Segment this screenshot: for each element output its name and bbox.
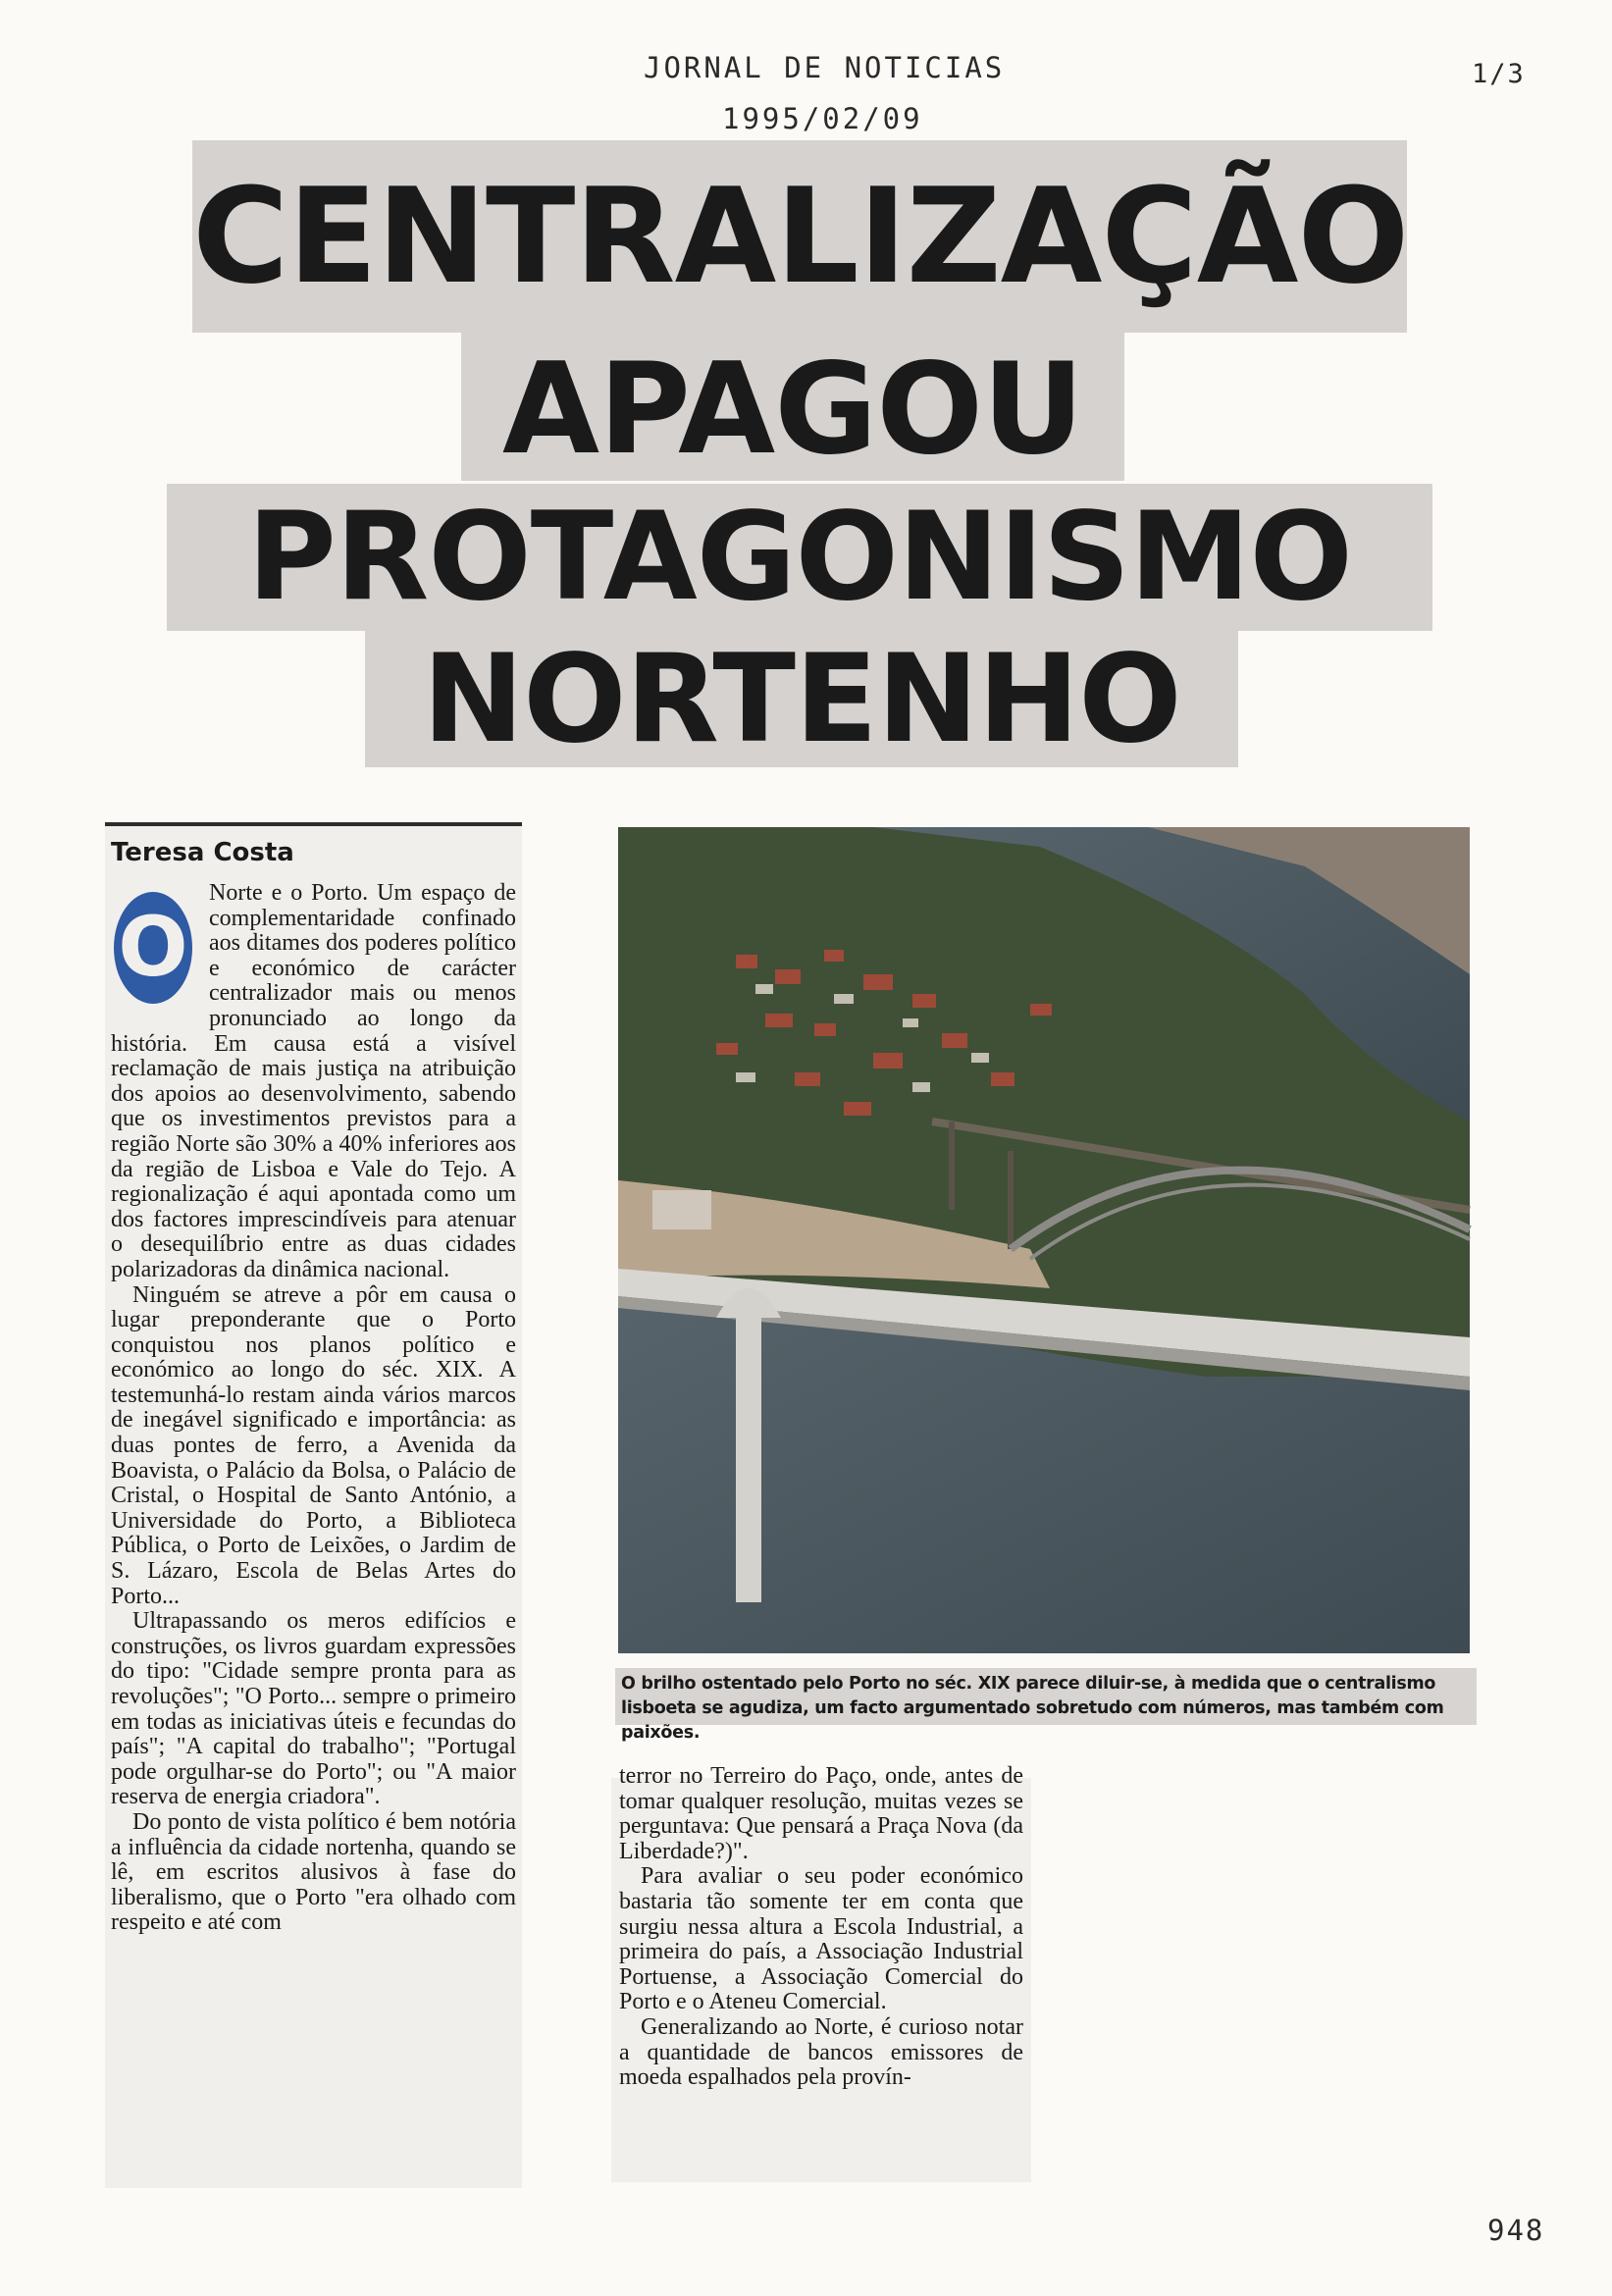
- headline-line-2: APAGOU: [461, 332, 1124, 481]
- paragraph-5: terror no Terreiro do Paço, onde, antes de tomar qualquer resolução, muitas vezes se perguntava: Que pensará a Praça Nova (da Liberdade?)".: [619, 1763, 1023, 1864]
- article-column-1: [105, 822, 522, 2188]
- headline-line-1: CENTRALIZAÇÃO: [192, 140, 1407, 333]
- paragraph-6: Para avaliar o seu poder económico bastaria tão somente ter em conta que surgiu nessa altura a Escola Industrial, a primeira do país, a Associação Industrial Portuense, a Associação Comercial do Porto e o Ateneu Comercial.: [619, 1863, 1023, 2015]
- newspaper-source: JORNAL DE NOTICIAS: [644, 51, 1006, 84]
- paragraph-2: Ninguém se atreve a pôr em causa o lugar preponderante que o Porto conquistou nos planos político e económico ao longo do séc. XIX. A testemunhá-lo restam ainda vários marcos de inegável significado e importância: as duas pontes de ferro, a Avenida da Boavista, o Palácio da Bolsa, o Palácio de Cristal, o Hospital de Santo António, a Universidade do Porto, a Biblioteca Pública, o Porto de Leixões, o Jardim de S. Lázaro, Escola de Belas Artes do Porto...: [111, 1281, 516, 1609]
- paragraph-7: Generalizando ao Norte, é curioso notar a quantidade de bancos emissores de moeda espalhados pela provín-: [619, 2013, 1023, 2091]
- headline-line-3: PROTAGONISMO: [167, 484, 1432, 631]
- publication-date: 1995/02/09: [722, 102, 923, 135]
- page-number: 948: [1487, 2214, 1545, 2247]
- dropcap: [111, 889, 195, 1007]
- photo-caption: O brilho ostentado pelo Porto no séc. XIX parece diluir-se, à medida que o centralismo lisboeta se agudiza, um facto argumentado sobretudo com números, mas também com paixões.: [615, 1668, 1477, 1725]
- article-column-2: [611, 1763, 1031, 2182]
- page-fraction: 1/3: [1472, 59, 1526, 89]
- photo-illustration: [618, 827, 1470, 1653]
- dropcap-letter: O: [114, 892, 192, 1004]
- headline-line-4: NORTENHO: [365, 628, 1238, 767]
- paragraph-4: Do ponto de vista político é bem notória a influência da cidade nortenha, quando se lê, em escritos alusivos à fase do liberalismo, que o Porto "era olhado com respeito e até com: [111, 1808, 516, 1936]
- paragraph-1-text: Norte e o Porto. Um espaço de complementaridade confinado aos ditames dos poderes político e económico de carácter centralizador mais ou menos pronunciado ao longo da história. Em causa está a visível reclamação de mais justiça na atribuição dos apoios ao desenvolvimento, sabendo que os investimentos previstos para a região Norte são 30% a 40% inferiores aos da região de Lisboa e Vale do Tejo. A regionalização é aqui apontada como um dos factores imprescindíveis para atenuar o desequilíbrio entre as duas cidades polarizadoras da dinâmica nacional.: [111, 880, 516, 1282]
- aerial-photo-porto-bridge: [618, 827, 1470, 1653]
- paragraph-3: Ultrapassando os meros edifícios e construções, os livros guardam expressões do tipo: "Cidade sempre pronta para as revoluções"; "O Porto... sempre o primeiro em todas as iniciativas úteis e fecundas do país"; "A capital do trabalho"; "Portugal pode orgulhar-se do Porto"; ou "A maior reserva de energia criadora".: [111, 1608, 516, 1810]
- byline: Teresa Costa: [111, 838, 294, 867]
- paragraph-1: [105, 881, 522, 1283]
